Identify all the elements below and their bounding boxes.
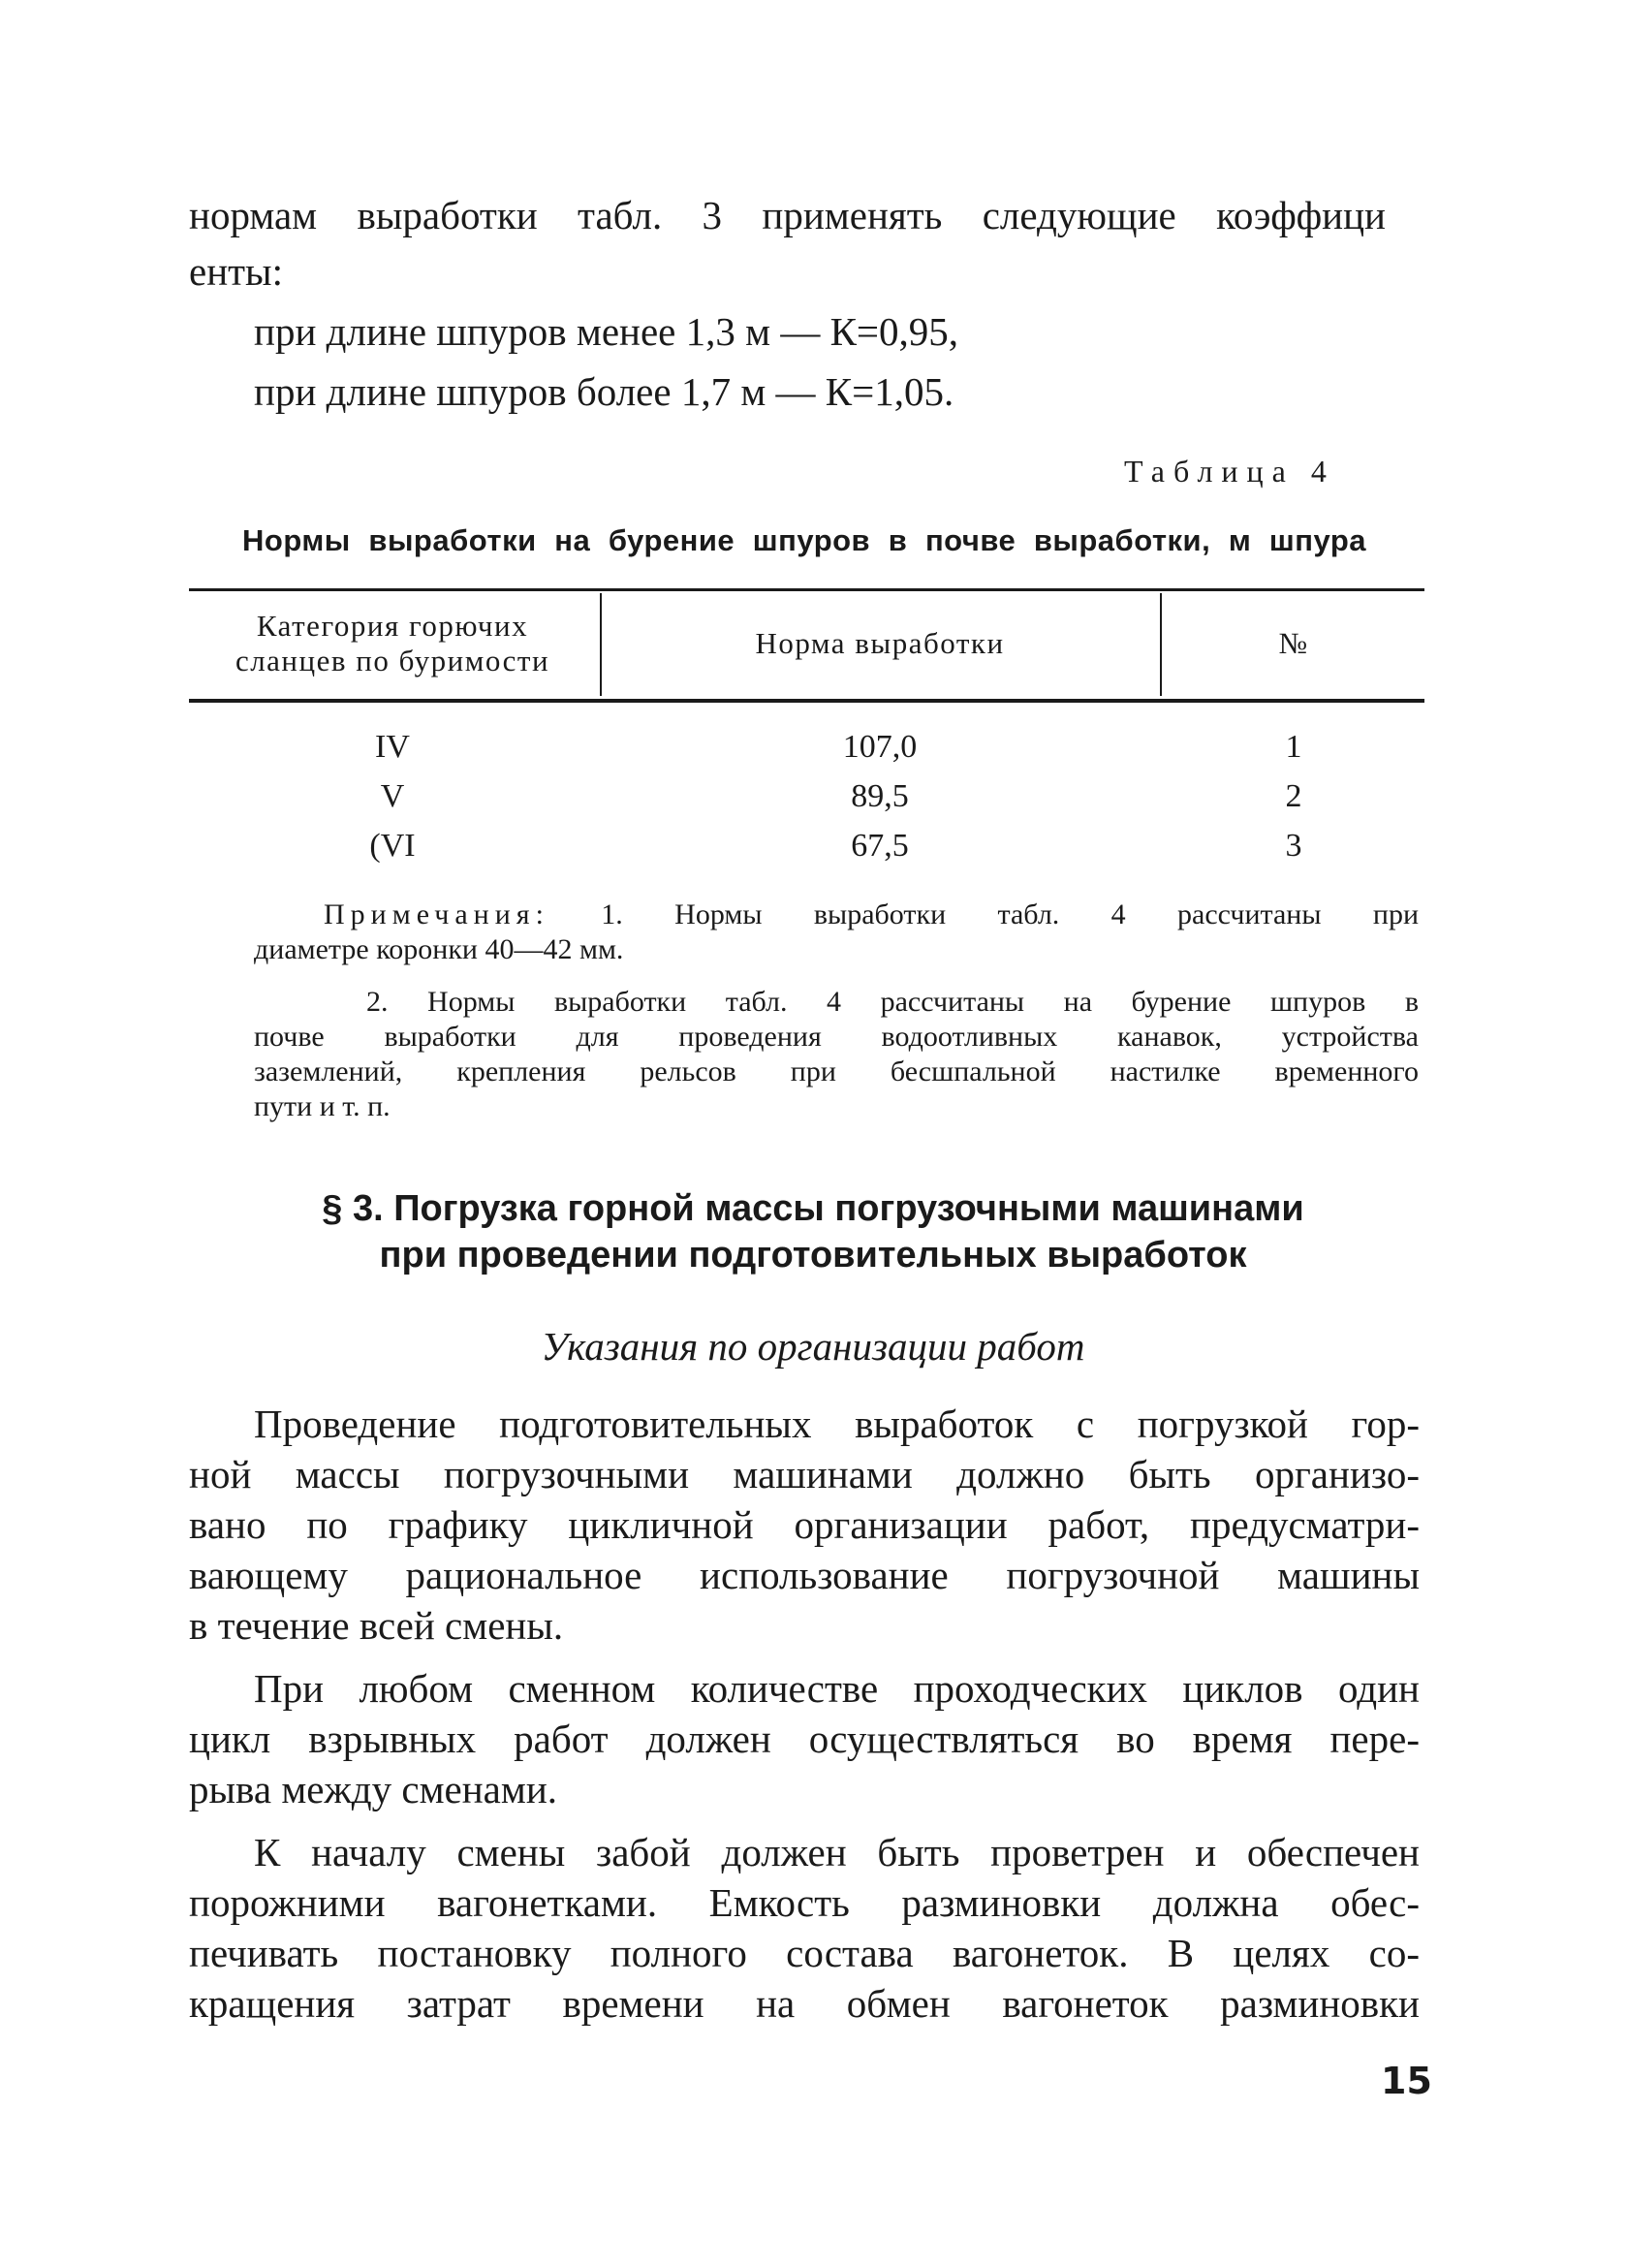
coefficient-formula-2: при длине шпуров более 1,7 м — К=1,05. bbox=[254, 369, 954, 414]
paragraph-1-line: вающему рациональное использование погрузочной машины bbox=[189, 1553, 1420, 1597]
note-1-line-2: диаметре коронки 40—42 мм. bbox=[254, 933, 624, 965]
table-header-rule bbox=[189, 699, 1424, 703]
note-2-line-4: пути и т. п. bbox=[254, 1090, 391, 1122]
section-title-line-2: при проведении подготовительных выработок bbox=[379, 1235, 1247, 1276]
paragraph-3-line: К началу смены забой должен быть проветрен и обеспечен bbox=[254, 1830, 1420, 1874]
paragraph-3-line: кращения затрат времени на обмен вагонеток разминовки bbox=[189, 1981, 1420, 2026]
intro-line-2: енты: bbox=[189, 249, 283, 294]
table-column-separator bbox=[1160, 593, 1162, 696]
table-cell-number: 1 bbox=[1285, 729, 1302, 765]
table-header-category-line-1: Категория горючих bbox=[256, 609, 529, 643]
paragraph-2-line: При любом сменном количестве проходческих циклов один bbox=[254, 1666, 1420, 1711]
note-1-text: 1. Нормы выработки табл. 4 рассчитаны при bbox=[601, 898, 1419, 930]
paragraph-1-line: в течение всей смены. bbox=[189, 1603, 564, 1648]
table-cell-category: V bbox=[380, 778, 405, 814]
paragraph-1-line: ной массы погрузочными машинами должно быть организо- bbox=[189, 1452, 1420, 1496]
page-number: 15 bbox=[1381, 2060, 1432, 2102]
section-subtitle: Указания по организации работ bbox=[541, 1324, 1085, 1369]
table-cell-norm: 107,0 bbox=[842, 729, 918, 765]
note-2-line-2: почве выработки для проведения водоотливных канавок, устройства bbox=[254, 1021, 1419, 1053]
intro-line-1: нормам выработки табл. 3 применять следующие коэффици bbox=[189, 193, 1386, 237]
table-top-rule bbox=[189, 588, 1424, 591]
table-caption: Нормы выработки на бурение шпуров в почве выработки, м шпура bbox=[242, 523, 1366, 557]
section-title-line-1: § 3. Погрузка горной массы погрузочными машинами bbox=[322, 1188, 1304, 1229]
paragraph-2-line: цикл взрывных работ должен осуществляться во время пере- bbox=[189, 1717, 1420, 1761]
paragraph-3-line: порожними вагонетками. Емкость разминовки должна обес- bbox=[189, 1880, 1420, 1925]
paragraph-2-line: рыва между сменами. bbox=[189, 1767, 558, 1811]
table-cell-number: 2 bbox=[1285, 778, 1302, 814]
table-header-norm: Норма выработки bbox=[755, 626, 1005, 660]
paragraph-3-line: печивать постановку полного состава вагонеток. В целях со- bbox=[189, 1931, 1420, 1975]
table-header-category-line-2: сланцев по буримости bbox=[235, 644, 550, 677]
notes-label: Примечания: bbox=[324, 898, 549, 930]
note-2-line-3: заземлений, крепления рельсов при бесшпальной настилке временного bbox=[254, 1055, 1419, 1087]
table-cell-norm: 67,5 bbox=[851, 828, 909, 864]
table-header-category bbox=[189, 609, 596, 678]
table-cell-norm: 89,5 bbox=[851, 778, 909, 814]
table-header-number: № bbox=[1278, 626, 1309, 660]
note-2-line-1: 2. Нормы выработки табл. 4 рассчитаны на бурение шпуров в bbox=[366, 986, 1419, 1018]
table-label: Таблица 4 bbox=[1124, 454, 1335, 488]
paragraph-1-line: Проведение подготовительных выработок с погрузкой гор- bbox=[254, 1402, 1420, 1446]
table-cell-category: IV bbox=[375, 729, 410, 765]
table-column-separator bbox=[600, 593, 602, 696]
table-cell-number: 3 bbox=[1285, 828, 1302, 864]
table-cell-category: (VI bbox=[369, 828, 416, 864]
coefficient-formula-1: при длине шпуров менее 1,3 м — К=0,95, bbox=[254, 309, 959, 354]
note-1-line-1 bbox=[324, 898, 1419, 932]
paragraph-1-line: вано по графику цикличной организации работ, предусматри- bbox=[189, 1502, 1420, 1547]
